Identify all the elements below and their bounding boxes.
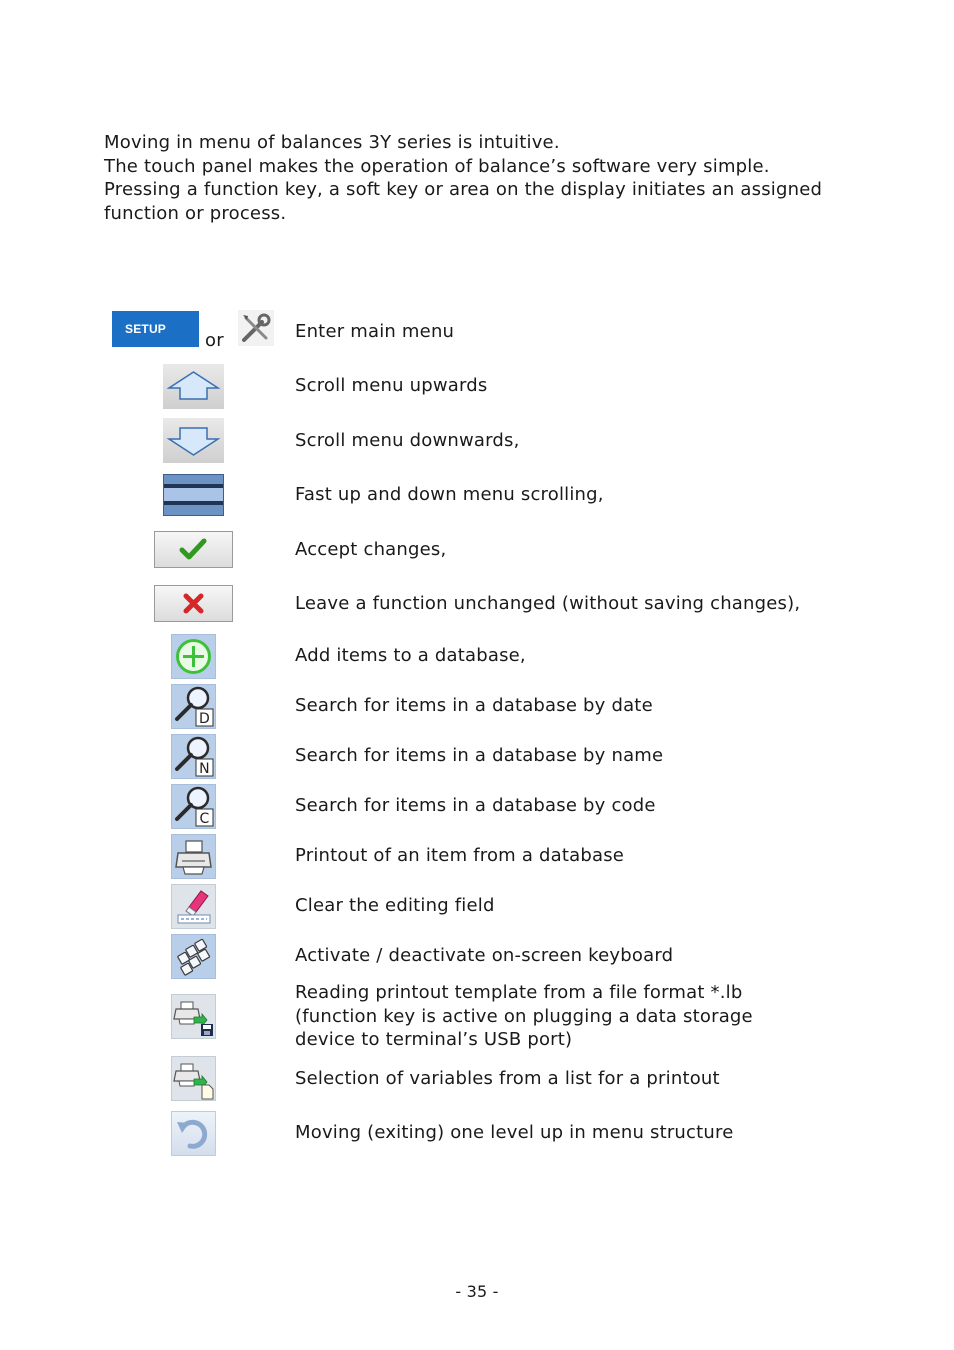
add-circle-icon[interactable]	[171, 634, 216, 679]
intro-line-1: Moving in menu of balances 3Y series is intuitive.	[104, 132, 560, 153]
arrow-up-icon[interactable]	[163, 364, 224, 409]
legend-label: Printout of an item from a database	[295, 845, 625, 866]
intro-line-2: The touch panel makes the operation of balance’s software very simple.	[104, 155, 770, 177]
legend-label: Fast up and down menu scrolling,	[295, 484, 604, 505]
search-badge-letter: D	[199, 711, 210, 727]
search-badge-letter: N	[199, 761, 210, 777]
legend-label: Search for items in a database by date	[295, 695, 653, 716]
legend-label-multiline	[295, 981, 753, 1052]
legend-label: Search for items in a database by name	[295, 745, 664, 766]
arrow-down-icon[interactable]	[163, 418, 224, 463]
cross-icon[interactable]	[154, 585, 233, 622]
page-number: - 35 -	[455, 1282, 499, 1301]
legend-label: Enter main menu	[295, 321, 455, 342]
search-badge-letter: C	[199, 811, 210, 827]
printer-variables-icon[interactable]	[171, 1056, 216, 1101]
setup-button-label: SETUP	[125, 322, 167, 336]
legend-label: Clear the editing field	[295, 895, 495, 916]
setup-button-icon[interactable]	[112, 311, 199, 347]
keyboard-icon[interactable]	[171, 934, 216, 979]
wrench-screwdriver-icon[interactable]	[238, 310, 274, 346]
legend-label-line-2: (function key is active on plugging a data storage	[295, 1005, 753, 1027]
intro-text	[104, 131, 884, 225]
legend-label: Scroll menu upwards	[295, 375, 488, 396]
legend-label: Activate / deactivate on-screen keyboard	[295, 945, 674, 966]
search-code-icon[interactable]	[171, 784, 216, 829]
legend-label: Moving (exiting) one level up in menu structure	[295, 1122, 734, 1143]
eraser-icon[interactable]	[171, 884, 216, 929]
legend-label-line-3: device to terminal’s USB port)	[295, 1029, 573, 1050]
search-name-icon[interactable]	[171, 734, 216, 779]
or-text: or	[205, 330, 224, 351]
check-icon[interactable]	[154, 531, 233, 568]
back-arrow-icon[interactable]	[171, 1111, 216, 1156]
legend-label: Selection of variables from a list for a printout	[295, 1068, 720, 1089]
legend-label: Add items to a database,	[295, 645, 526, 666]
legend-label: Search for items in a database by code	[295, 795, 656, 816]
legend-label: Scroll menu downwards,	[295, 430, 520, 451]
legend-label: Leave a function unchanged (without saving changes),	[295, 593, 801, 614]
printer-icon[interactable]	[171, 834, 216, 879]
legend-label-line-1: Reading printout template from a file format *.lb	[295, 982, 743, 1003]
printer-template-file-icon[interactable]	[171, 994, 216, 1039]
search-date-icon[interactable]	[171, 684, 216, 729]
legend-label: Accept changes,	[295, 539, 447, 560]
intro-line-3: Pressing a function key, a soft key or area on the display initiates an assigned function or process.	[104, 179, 823, 224]
fast-scroll-icon[interactable]	[163, 474, 224, 516]
